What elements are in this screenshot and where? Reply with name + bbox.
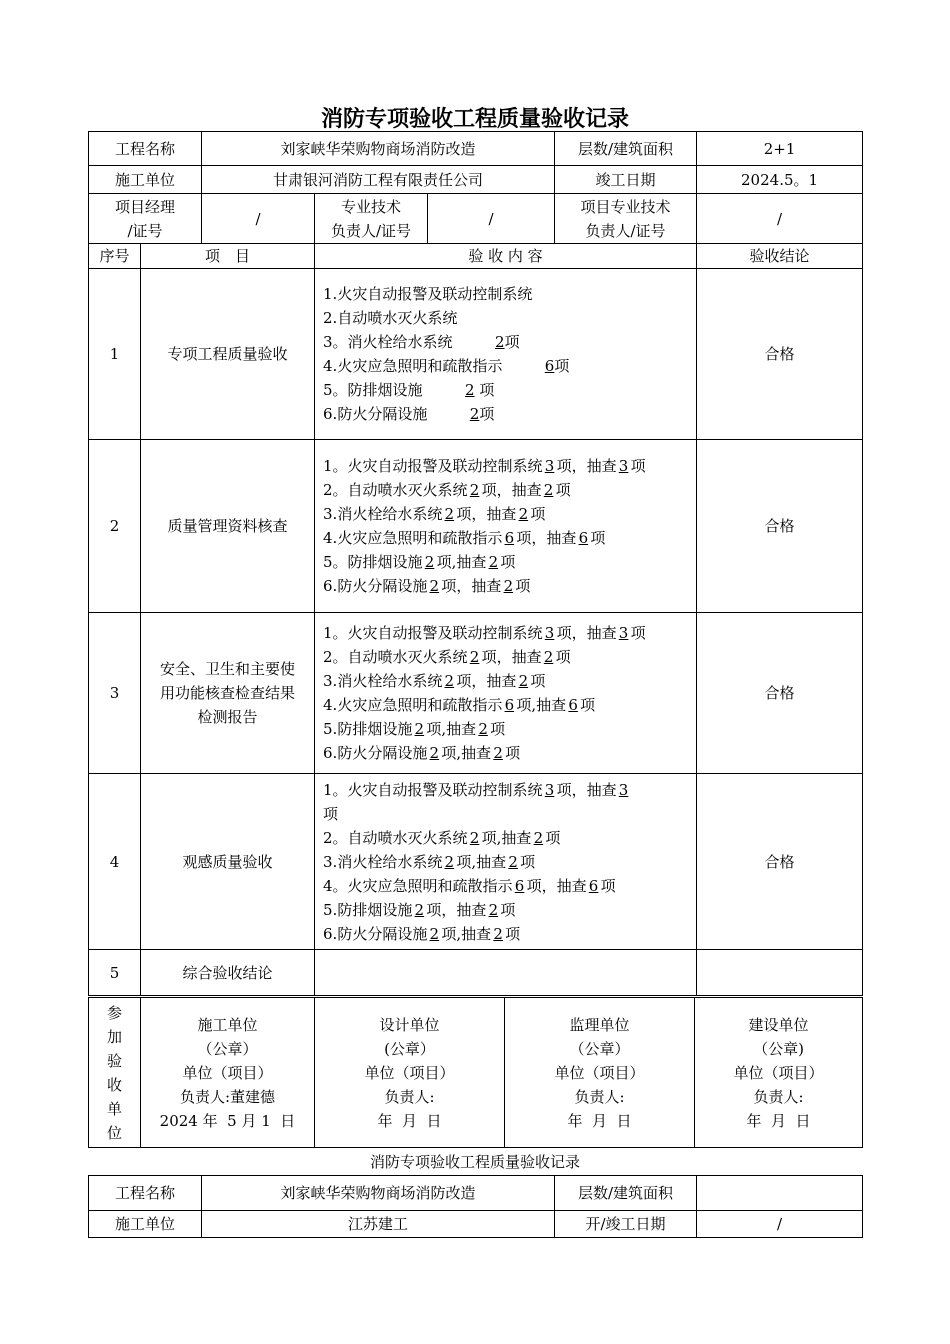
second-record-table [88, 1175, 863, 1238]
content-label: 3。消火栓给水系统 [323, 333, 453, 351]
sample-count: 6 [578, 529, 589, 547]
sample-count: 2 [488, 900, 499, 919]
contractor-value: 甘肃银河消防工程有限责任公司 [202, 166, 555, 194]
ptech-label-line2: 负责人/证号 [585, 221, 666, 240]
col-conclusion: 验收结论 [697, 244, 863, 269]
content-line [323, 826, 692, 850]
second-project-name-value: 刘家峡华荣购物商场消防改造 [202, 1176, 555, 1211]
sample-count: 6 [588, 876, 599, 895]
item-unit: 项，抽查 [556, 624, 617, 642]
content-label: 3.消火栓给水系统 [323, 852, 443, 871]
unit-unit: 单位（项目） [182, 1063, 273, 1082]
sample-unit: 项 [530, 505, 546, 523]
sample-count: 3 [618, 624, 629, 642]
pm-label [89, 194, 202, 244]
item-count: 2 [444, 852, 455, 871]
content-line [323, 669, 692, 693]
row-number: 2 [89, 440, 141, 613]
row-item [141, 613, 315, 774]
ptech-value: / [697, 194, 863, 244]
content-label: 2。自动喷水灭火系统 [323, 481, 468, 499]
sample-unit: 项 [630, 457, 646, 475]
sample-count: 3 [618, 457, 629, 475]
unit-unit: 单位（项目） [733, 1063, 824, 1082]
item-count: 2 [414, 900, 425, 919]
sample-unit: 项 [500, 553, 516, 571]
second-contractor-value: 江苏建工 [202, 1211, 555, 1238]
item-count: 6 [514, 876, 525, 895]
unit-person: 负责人: [574, 1087, 625, 1106]
unit-date: 2024 年 5 月 1 日 [159, 1111, 296, 1130]
sample-unit: 项 [500, 900, 516, 919]
table-row [89, 950, 863, 996]
row-item: 观感质量验收 [141, 774, 315, 950]
row-content [315, 774, 697, 950]
second-project-name-label: 工程名称 [89, 1176, 202, 1211]
content-line [323, 526, 692, 550]
content-label: 4.火灾应急照明和疏散指示 [323, 696, 503, 714]
item-count: 2 [444, 505, 455, 523]
content-line [323, 693, 692, 717]
project-name-value: 刘家峡华荣购物商场消防改造 [202, 132, 555, 166]
content-line [323, 502, 692, 526]
content-line [323, 454, 692, 478]
sample-unit: 项 [630, 624, 646, 642]
table-row [89, 269, 863, 440]
pm-value: / [202, 194, 315, 244]
row-item-line: 检测报告 [197, 708, 258, 726]
participants-label-char: 参 [106, 1003, 122, 1022]
unit-date: 年 月 日 [377, 1111, 442, 1130]
sample-unit: 项 [555, 648, 571, 666]
item-count: 3 [544, 624, 555, 642]
item-unit: 项,抽查 [481, 828, 532, 847]
item-count: 2 [465, 381, 475, 399]
item-unit: 项，抽查 [481, 648, 542, 666]
content-line [323, 898, 692, 922]
content-line [323, 478, 692, 502]
content-label: 项 [323, 804, 339, 823]
content-line [323, 378, 692, 402]
col-no: 序号 [89, 244, 141, 269]
content-label: 1。火灾自动报警及联动控制系统 [323, 780, 543, 799]
second-date-value: / [697, 1211, 863, 1238]
item-unit: 项，抽查 [456, 505, 517, 523]
item-count: 2 [469, 481, 480, 499]
row-item-line: 用功能核查检查结果 [160, 684, 296, 702]
item-count: 6 [504, 696, 515, 714]
content-label: 3.消火栓给水系统 [323, 672, 443, 690]
item-unit: 项 [504, 333, 520, 351]
item-unit: 项，抽查 [516, 529, 577, 547]
sample-count: 3 [618, 780, 629, 799]
ptech-label-line1: 项目专业技术 [580, 197, 671, 216]
unit-unit: 单位（项目） [364, 1063, 455, 1082]
row-number: 1 [89, 269, 141, 440]
content-label: 1。火灾自动报警及联动控制系统 [323, 624, 543, 642]
sample-unit: 项 [555, 481, 571, 499]
second-page-title: 消防专项验收工程质量验收记录 [369, 1153, 580, 1171]
item-unit: 项,抽查 [441, 924, 492, 943]
content-line [323, 922, 692, 946]
item-unit: 项,抽查 [441, 744, 492, 762]
sample-count: 2 [493, 924, 503, 943]
sample-unit: 项 [600, 876, 616, 895]
sample-count: 2 [508, 852, 518, 871]
content-label: 4。火灾应急照明和疏散指示 [323, 876, 513, 895]
table-row [89, 440, 863, 613]
content-label: 3.消火栓给水系统 [323, 505, 443, 523]
item-count: 2 [424, 553, 435, 571]
content-line [323, 550, 692, 574]
item-unit: 项，抽查 [556, 457, 617, 475]
sample-count: 2 [533, 828, 544, 847]
content-label: 4.火灾应急照明和疏散指示 [323, 357, 503, 375]
unit-date: 年 月 日 [567, 1111, 632, 1130]
sample-unit: 项 [515, 577, 531, 595]
content-label: 2.自动喷水灭火系统 [323, 309, 458, 327]
item-count: 2 [429, 924, 440, 943]
row-item: 专项工程质量验收 [141, 269, 315, 440]
second-floors-area-value [697, 1176, 863, 1211]
item-count: 2 [429, 577, 440, 595]
col-item: 项 目 [141, 244, 315, 269]
table-row [89, 613, 863, 774]
unit-seal: （公章） [197, 1039, 258, 1058]
item-count: 3 [544, 457, 555, 475]
sample-count: 2 [503, 577, 514, 595]
ptech-label [555, 194, 697, 244]
item-unit: 项,抽查 [436, 553, 487, 571]
item-unit: 项,抽查 [516, 696, 567, 714]
row-number: 3 [89, 613, 141, 774]
item-count: 2 [495, 333, 505, 351]
sample-count: 6 [568, 696, 578, 714]
content-line [323, 330, 692, 354]
row-conclusion [697, 950, 863, 996]
content-line [323, 741, 692, 765]
contractor-label: 施工单位 [89, 166, 202, 194]
sample-unit: 项 [545, 828, 561, 847]
unit-seal: (公章） [384, 1039, 435, 1058]
sample-count: 2 [518, 505, 529, 523]
content-label: 6.防火分隔设施 [323, 577, 428, 595]
row-conclusion: 合格 [697, 269, 863, 440]
table-row [89, 774, 863, 950]
unit-unit: 单位（项目） [554, 1063, 645, 1082]
second-date-label: 开/竣工日期 [555, 1211, 697, 1238]
content-line [323, 306, 692, 330]
content-label: 6.防火分隔设施 [323, 924, 428, 943]
participants-label-char: 位 [106, 1123, 122, 1142]
participants-label-char: 加 [106, 1027, 122, 1046]
tech-label [315, 194, 428, 244]
col-content: 验 收 内 容 [315, 244, 697, 269]
sample-unit: 项 [530, 672, 546, 690]
content-label: 5.防排烟设施 [323, 900, 413, 919]
participants-table [88, 997, 863, 1148]
sample-unit: 项 [505, 744, 521, 762]
item-count: 6 [504, 529, 515, 547]
tech-value: / [428, 194, 555, 244]
item-unit: 项，抽查 [526, 876, 587, 895]
unit-name: 施工单位 [197, 1015, 258, 1034]
item-count: 3 [544, 780, 555, 799]
unit-name: 建设单位 [748, 1015, 809, 1034]
item-unit: 项，抽查 [441, 577, 502, 595]
row-conclusion: 合格 [697, 613, 863, 774]
item-unit: 项,抽查 [456, 852, 507, 871]
sample-unit: 项 [590, 529, 606, 547]
item-unit: 项，抽查 [481, 481, 542, 499]
sample-count: 2 [493, 744, 503, 762]
content-line [323, 802, 692, 826]
row-content [315, 269, 697, 440]
tech-label-line2: 负责人/证号 [330, 221, 412, 240]
row-number: 4 [89, 774, 141, 950]
row-conclusion: 合格 [697, 774, 863, 950]
content-label: 6.防火分隔设施 [323, 405, 428, 423]
participants-label-char: 验 [106, 1051, 122, 1070]
unit-person: 负责人: [753, 1087, 804, 1106]
unit-supervision [505, 998, 695, 1148]
content-line [323, 778, 692, 802]
content-label: 5。防排烟设施 [323, 381, 423, 399]
unit-construction [141, 998, 315, 1148]
content-label: 2。自动喷水灭火系统 [323, 648, 468, 666]
unit-design [315, 998, 505, 1148]
content-label: 5。防排烟设施 [323, 553, 423, 571]
participants-label [89, 998, 141, 1148]
sample-count: 2 [543, 481, 554, 499]
unit-name: 监理单位 [569, 1015, 630, 1034]
content-line [323, 621, 692, 645]
sample-count: 2 [478, 720, 488, 738]
unit-owner [695, 998, 863, 1148]
item-unit: 项，抽查 [426, 900, 487, 919]
completion-date-value: 2024.5。1 [697, 166, 863, 194]
item-count: 2 [469, 405, 480, 423]
sample-unit: 项 [505, 924, 521, 943]
content-line [323, 645, 692, 669]
row-content [315, 613, 697, 774]
content-line [323, 717, 692, 741]
content-line [323, 574, 692, 598]
content-line [323, 282, 692, 306]
tech-label-line1: 专业技术 [341, 197, 402, 216]
item-unit: 项,抽查 [426, 720, 477, 738]
unit-person: 负责人:董建德 [179, 1087, 276, 1106]
sample-count: 2 [488, 553, 499, 571]
sample-unit: 项 [490, 720, 506, 738]
record-table [88, 131, 863, 996]
unit-person: 负责人: [384, 1087, 435, 1106]
row-conclusion: 合格 [697, 440, 863, 613]
content-line [323, 402, 692, 426]
page-title: 消防专项验收工程质量验收记录 [320, 107, 629, 132]
item-unit: 项 [474, 381, 495, 399]
row-item-line: 安全、卫生和主要使 [160, 660, 296, 678]
content-label: 2。自动喷水灭火系统 [323, 828, 468, 847]
item-unit: 项，抽查 [456, 672, 517, 690]
content-label: 1.火灾自动报警及联动控制系统 [323, 285, 533, 303]
item-unit: 项 [554, 357, 570, 375]
content-label: 4.火灾应急照明和疏散指示 [323, 529, 503, 547]
row-item: 综合验收结论 [141, 950, 315, 996]
item-count: 2 [429, 744, 440, 762]
participants-label-char: 单 [106, 1099, 122, 1118]
item-count: 6 [544, 357, 555, 375]
sample-count: 2 [518, 672, 529, 690]
item-count: 2 [414, 720, 425, 738]
content-label: 6.防火分隔设施 [323, 744, 428, 762]
content-label: 1。火灾自动报警及联动控制系统 [323, 457, 543, 475]
sample-count: 2 [543, 648, 554, 666]
row-number: 5 [89, 950, 141, 996]
second-contractor-label: 施工单位 [89, 1211, 202, 1238]
content-line [323, 850, 692, 874]
sample-unit: 项 [580, 696, 596, 714]
row-item: 质量管理资料核查 [141, 440, 315, 613]
content-label: 5.防排烟设施 [323, 720, 413, 738]
unit-seal: （公章) [753, 1039, 804, 1058]
item-count: 2 [469, 828, 480, 847]
project-name-label: 工程名称 [89, 132, 202, 166]
item-unit: 项 [479, 405, 495, 423]
floors-area-value: 2+1 [697, 132, 863, 166]
row-content [315, 440, 697, 613]
sample-unit: 项 [520, 852, 536, 871]
floors-area-label: 层数/建筑面积 [555, 132, 697, 166]
participants-label-char: 收 [106, 1075, 122, 1094]
item-count: 2 [444, 672, 455, 690]
second-floors-area-label: 层数/建筑面积 [555, 1176, 697, 1211]
row-content [315, 950, 697, 996]
completion-date-label: 竣工日期 [555, 166, 697, 194]
pm-label-line2: /证号 [127, 221, 163, 240]
content-line [323, 354, 692, 378]
item-unit: 项，抽查 [556, 780, 617, 799]
item-count: 2 [469, 648, 480, 666]
unit-name: 设计单位 [379, 1015, 440, 1034]
pm-label-line1: 项目经理 [115, 197, 176, 216]
content-line [323, 874, 692, 898]
unit-seal: （公章） [569, 1039, 630, 1058]
unit-date: 年 月 日 [746, 1111, 811, 1130]
